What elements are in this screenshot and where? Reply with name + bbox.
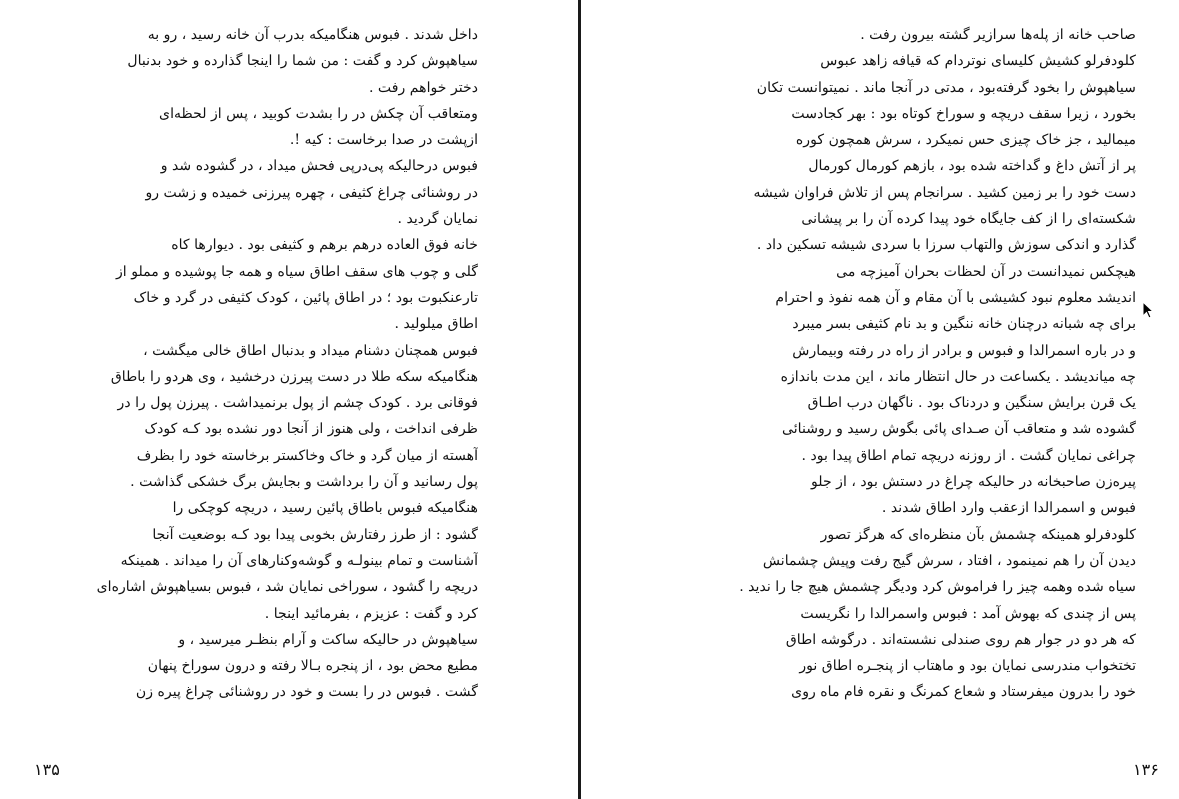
right-page-text-line: فبوس و اسمرالدا ازعقب وارد اطاق شدند .: [881, 500, 1136, 517]
left-page: [0, 0, 578, 799]
left-page-text-line: ازپشت در صدا برخاست : کیه !.: [289, 132, 478, 149]
left-page-number: ۱۳۵: [34, 760, 60, 779]
right-page-text-line: گشوده شد و متعاقب آن صـدای پائی بگوش رسید و روشنائی: [781, 421, 1136, 438]
left-page-text-line: نمایان گردید .: [397, 211, 478, 228]
left-page-text-line: گلی و چوب های سقف اطاق سیاه و همه جا پوشیده و مملو از: [116, 263, 478, 280]
left-page-text-line: کرد و گفت : عزیزم ، بفرمائید اینجا .: [264, 605, 478, 622]
left-page-text-line: ومتعاقب آن چکش در را بشدت کوبید ، پس از لحظه‌ای: [159, 105, 478, 122]
left-page-text-line: سیاهپوش کرد و گفت : من شما را اینجا گذارده و خود بدنبال: [127, 53, 478, 70]
right-page-text-line: پس از چندی که بهوش آمد : فبوس واسمرالدا را نگریست: [800, 605, 1136, 622]
left-page-text-line: فوقانی برد . کودک چشم از پول برنمیداشت . پیرزن پول را در: [117, 395, 478, 412]
left-page-text-line: گشود : از طرز رفتارش بخوبی پیدا بود کـه بوضعیت آنجا: [152, 526, 478, 543]
right-page-text-line: خود را بدرون میفرستاد و شعاع کمرنگ و نقره فام ماه روی: [791, 684, 1136, 701]
right-page-text-line: بخورد ، زیرا سقف دریچه و سوراخ کوتاه بود : بهر کجادست: [791, 105, 1136, 122]
right-page-text-line: سیاه شده وهمه چیز را فراموش کرد ودیگر چشمش هیچ جا را ندید .: [739, 579, 1136, 596]
right-page-text-line: هیچکس نمیدانست در آن لحظات بحران آمیزچه می‌: [836, 263, 1136, 280]
left-page-text-line: فبوس همچنان دشنام میداد و بدنبال اطاق خالی میگشت ،: [143, 342, 478, 359]
right-page-text-line: دیدن آن را هم نمینمود ، افتاد ، سرش گیج رفت وپیش چشمانش: [762, 552, 1136, 569]
right-page-text-line: کلودفرلو کشیش کلیسای نوتردام که قیافه زاهد عبوس: [820, 53, 1136, 70]
right-page-text-line: که هر دو در جوار هم روی صندلی نشسته‌اند . درگوشه اطاق: [785, 631, 1136, 648]
left-page-text-line: در روشنائی چراغ کثیفی ، چهره پیرزنی خمیده و زشت رو: [145, 184, 478, 201]
left-page-text-line: آشناست و تمام بینولـه و گوشه‌وکنارهای آن را میداند . همینکه: [120, 552, 478, 569]
right-page: [586, 0, 1179, 799]
left-page-text-line: مطیع محض بود ، از پنجره بـالا رفته و درون سوراخ پنهان: [147, 658, 478, 675]
right-page-text-line: میمالید ، جز خاک چیزی حس نمیکرد ، سرش همچون کوره: [795, 132, 1136, 149]
right-page-text-line: دست خود را بر زمین کشید . سرانجام پس از تلاش فراوان شیشه: [753, 184, 1136, 201]
right-page-text-line: صاحب خانه از پله‌ها سرازیر گشته بیرون رفت .: [860, 27, 1136, 43]
right-page-text-line: گذارد و اندکی سوزش والتهاب سرزا با سردی شیشه تسکین داد .: [756, 237, 1136, 254]
left-page-text-line: اطاق میلولید .: [394, 316, 478, 333]
left-page-text-line: دریچه را گشود ، سوراخی نمایان شد ، فبوس بسیاهپوش اشاره‌ای: [96, 579, 478, 596]
right-page-text-line: سیاهپوش را بخود گرفته‌بود ، مدتی در آنجا ماند . نمیتوانست تکان: [756, 79, 1136, 96]
right-page-text-line: برای چه شبانه درچنان خانه ننگین و بد نام کثیفی بسر میبرد: [792, 316, 1136, 333]
left-page-text-line: پول رسانید و آن را برداشت و بجایش برگ خشکی گذاشت .: [130, 474, 478, 491]
left-page-text-line: هنگامیکه سکه طلا در دست پیرزن درخشید ، وی هردو را باطاق: [110, 368, 478, 385]
right-page-text: [736, 22, 1136, 706]
right-page-text-line: شکسته‌ای را از کف جایگاه خود پیدا کرده آن را بر پیشانی: [801, 211, 1136, 228]
left-page-text-line: تارعنکبوت بود ؛ در اطاق پائین ، کودک کثیفی در گرد و خاک: [133, 289, 478, 306]
left-page-text-line: داخل شدند . فبوس هنگامیکه بدرب آن خانه رسید ، رو به: [147, 27, 478, 43]
right-page-text-line: کلودفرلو همینکه چشمش بآن منظره‌ای که هرگز تصور: [820, 526, 1136, 543]
left-page-text-line: فبوس درحالیکه پی‌درپی فحش میداد ، در گشوده شد و: [160, 158, 478, 175]
right-page-text-line: پر از آتش داغ و گداخته شده بود ، بازهم کورمال کورمال: [808, 158, 1136, 175]
left-page-text-line: دختر خواهم رفت .: [368, 79, 478, 96]
right-page-text-line: چه میاندیشد . یکساعت در حال انتظار ماند ، این مدت باندازه: [780, 368, 1136, 385]
left-page-text-line: آهسته از میان گرد و خاک وخاکستر برخاسته خود را بظرف: [136, 447, 478, 464]
mouse-pointer-icon: [1142, 301, 1154, 319]
right-page-text-line: پیره‌زن صاحبخانه در حالیکه چراغ در دستش بود ، از جلو: [811, 474, 1136, 491]
left-page-text-line: گشت . فبوس در را بست و خود در روشنائی چراغ پیره زن: [135, 684, 478, 701]
left-page-text-line: خانه فوق العاده درهم برهم و کثیفی بود . دیوارها کاه: [171, 237, 478, 254]
right-page-text-line: تختخواب مندرسی نمایان بود و ماهتاب از پنجـره اطاق نور: [799, 658, 1136, 675]
left-page-text-line: هنگامیکه فبوس باطاق پائین رسید ، دریچه کوچکی را: [172, 500, 478, 517]
right-page-text-line: و در باره اسمرالدا و فبوس و برادر از راه در رفته وبیمارش: [792, 342, 1136, 359]
left-page-text: [26, 22, 478, 706]
right-page-text-line: یک قرن برایش سنگین و دردناک بود . ناگهان درب اطـاق: [807, 395, 1136, 412]
page-divider: [578, 0, 581, 799]
left-page-text-line: ظرفی انداخت ، ولی هنوز از آنجا دور نشده بود کـه کودک: [144, 421, 478, 438]
left-page-text-line: سیاهپوش در حالیکه ساکت و آرام بنظـر میرسید ، و: [178, 631, 478, 648]
right-page-text-line: اندیشد معلوم نبود کشیشی با آن مقام و آن همه نفوذ و احترام: [775, 289, 1136, 306]
right-page-number: ۱۳۶: [1133, 760, 1159, 779]
right-page-text-line: چراغی نمایان گشت . از روزنه دریچه تمام اطاق پیدا بود .: [801, 447, 1136, 464]
